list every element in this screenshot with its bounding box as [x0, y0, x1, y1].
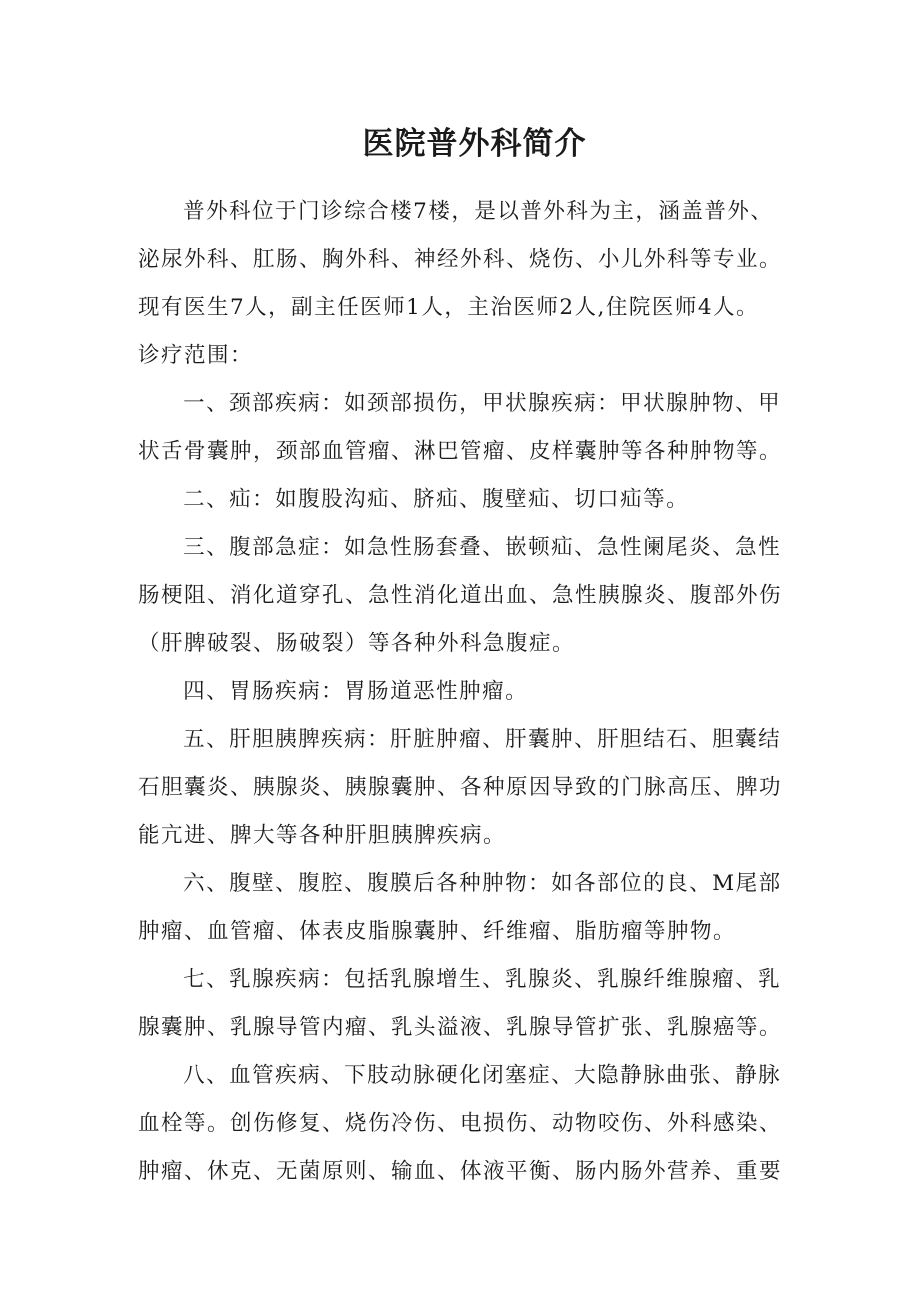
scope-item-line: 腺囊肿、乳腺导管内瘤、乳头溢液、乳腺导管扩张、乳腺癌等。	[138, 1015, 783, 1040]
scope-item-3	[138, 524, 803, 668]
scope-item-line: 血栓等。创伤修复、烧伤冷伤、电损伤、动物咬伤、外科感染、	[138, 1111, 783, 1136]
scope-item-line: 五、肝胆胰脾疾病：肝脏肿瘤、肝囊肿、肝胆结石、胆囊结	[183, 727, 782, 752]
intro-line: 泌尿外科、肛肠、胸外科、神经外科、烧伤、小儿外科等专业。	[138, 247, 783, 272]
intro-line: 现有医生7人，副主任医师1人，主治医师2人,住院医师4人。	[138, 295, 760, 320]
scope-item-line: 状舌骨囊肿，颈部血管瘤、淋巴管瘤、皮样囊肿等各种肿物等。	[138, 439, 783, 464]
scope-item-line: 一、颈部疾病：如颈部损伤，甲状腺疾病：甲状腺肿物、甲	[183, 391, 782, 416]
scope-item-line: 二、疝：如腹股沟疝、脐疝、腹壁疝、切口疝等。	[183, 487, 690, 512]
intro-paragraph	[138, 188, 803, 380]
scope-item-7	[138, 956, 803, 1052]
scope-item-1	[138, 380, 803, 476]
intro-line: 普外科位于门诊综合楼7楼，是以普外科为主，涵盖普外、	[183, 199, 774, 224]
scope-item-line: 肿瘤、休克、无菌原则、输血、体液平衡、肠内肠外营养、重要	[138, 1159, 783, 1184]
scope-item-line: 能亢进、脾大等各种肝胆胰脾疾病。	[138, 823, 507, 848]
document-page	[138, 122, 803, 1196]
scope-item-line: 八、血管疾病、下肢动脉硬化闭塞症、大隐静脉曲张、静脉	[183, 1063, 782, 1088]
intro-line: 诊疗范围：	[138, 343, 254, 368]
scope-item-8	[138, 1052, 803, 1196]
scope-item-line: 肿瘤、血管瘤、体表皮脂腺囊肿、纤维瘤、脂肪瘤等肿物。	[138, 919, 737, 944]
scope-item-line: 六、腹壁、腹腔、腹膜后各种肿物：如各部位的良、M尾部	[183, 871, 782, 896]
scope-item-line: 四、胃肠疾病：胃肠道恶性肿瘤。	[183, 679, 529, 704]
scope-item-line: （肝脾破裂、肠破裂）等各种外科急腹症。	[138, 631, 576, 656]
document-title: 医院普外科简介	[362, 126, 587, 162]
scope-item-line: 石胆囊炎、胰腺炎、胰腺囊肿、各种原因导致的门脉高压、脾功	[138, 775, 783, 800]
scope-item-line: 七、乳腺疾病：包括乳腺增生、乳腺炎、乳腺纤维腺瘤、乳	[183, 967, 782, 992]
scope-item-line: 肠梗阻、消化道穿孔、急性消化道出血、急性胰腺炎、腹部外伤	[138, 583, 783, 608]
scope-item-line: 三、腹部急症：如急性肠套叠、嵌顿疝、急性阑尾炎、急性	[183, 535, 782, 560]
scope-item-6	[138, 860, 803, 956]
scope-item-2	[138, 476, 803, 524]
scope-item-5	[138, 716, 803, 860]
scope-item-4	[138, 668, 803, 716]
